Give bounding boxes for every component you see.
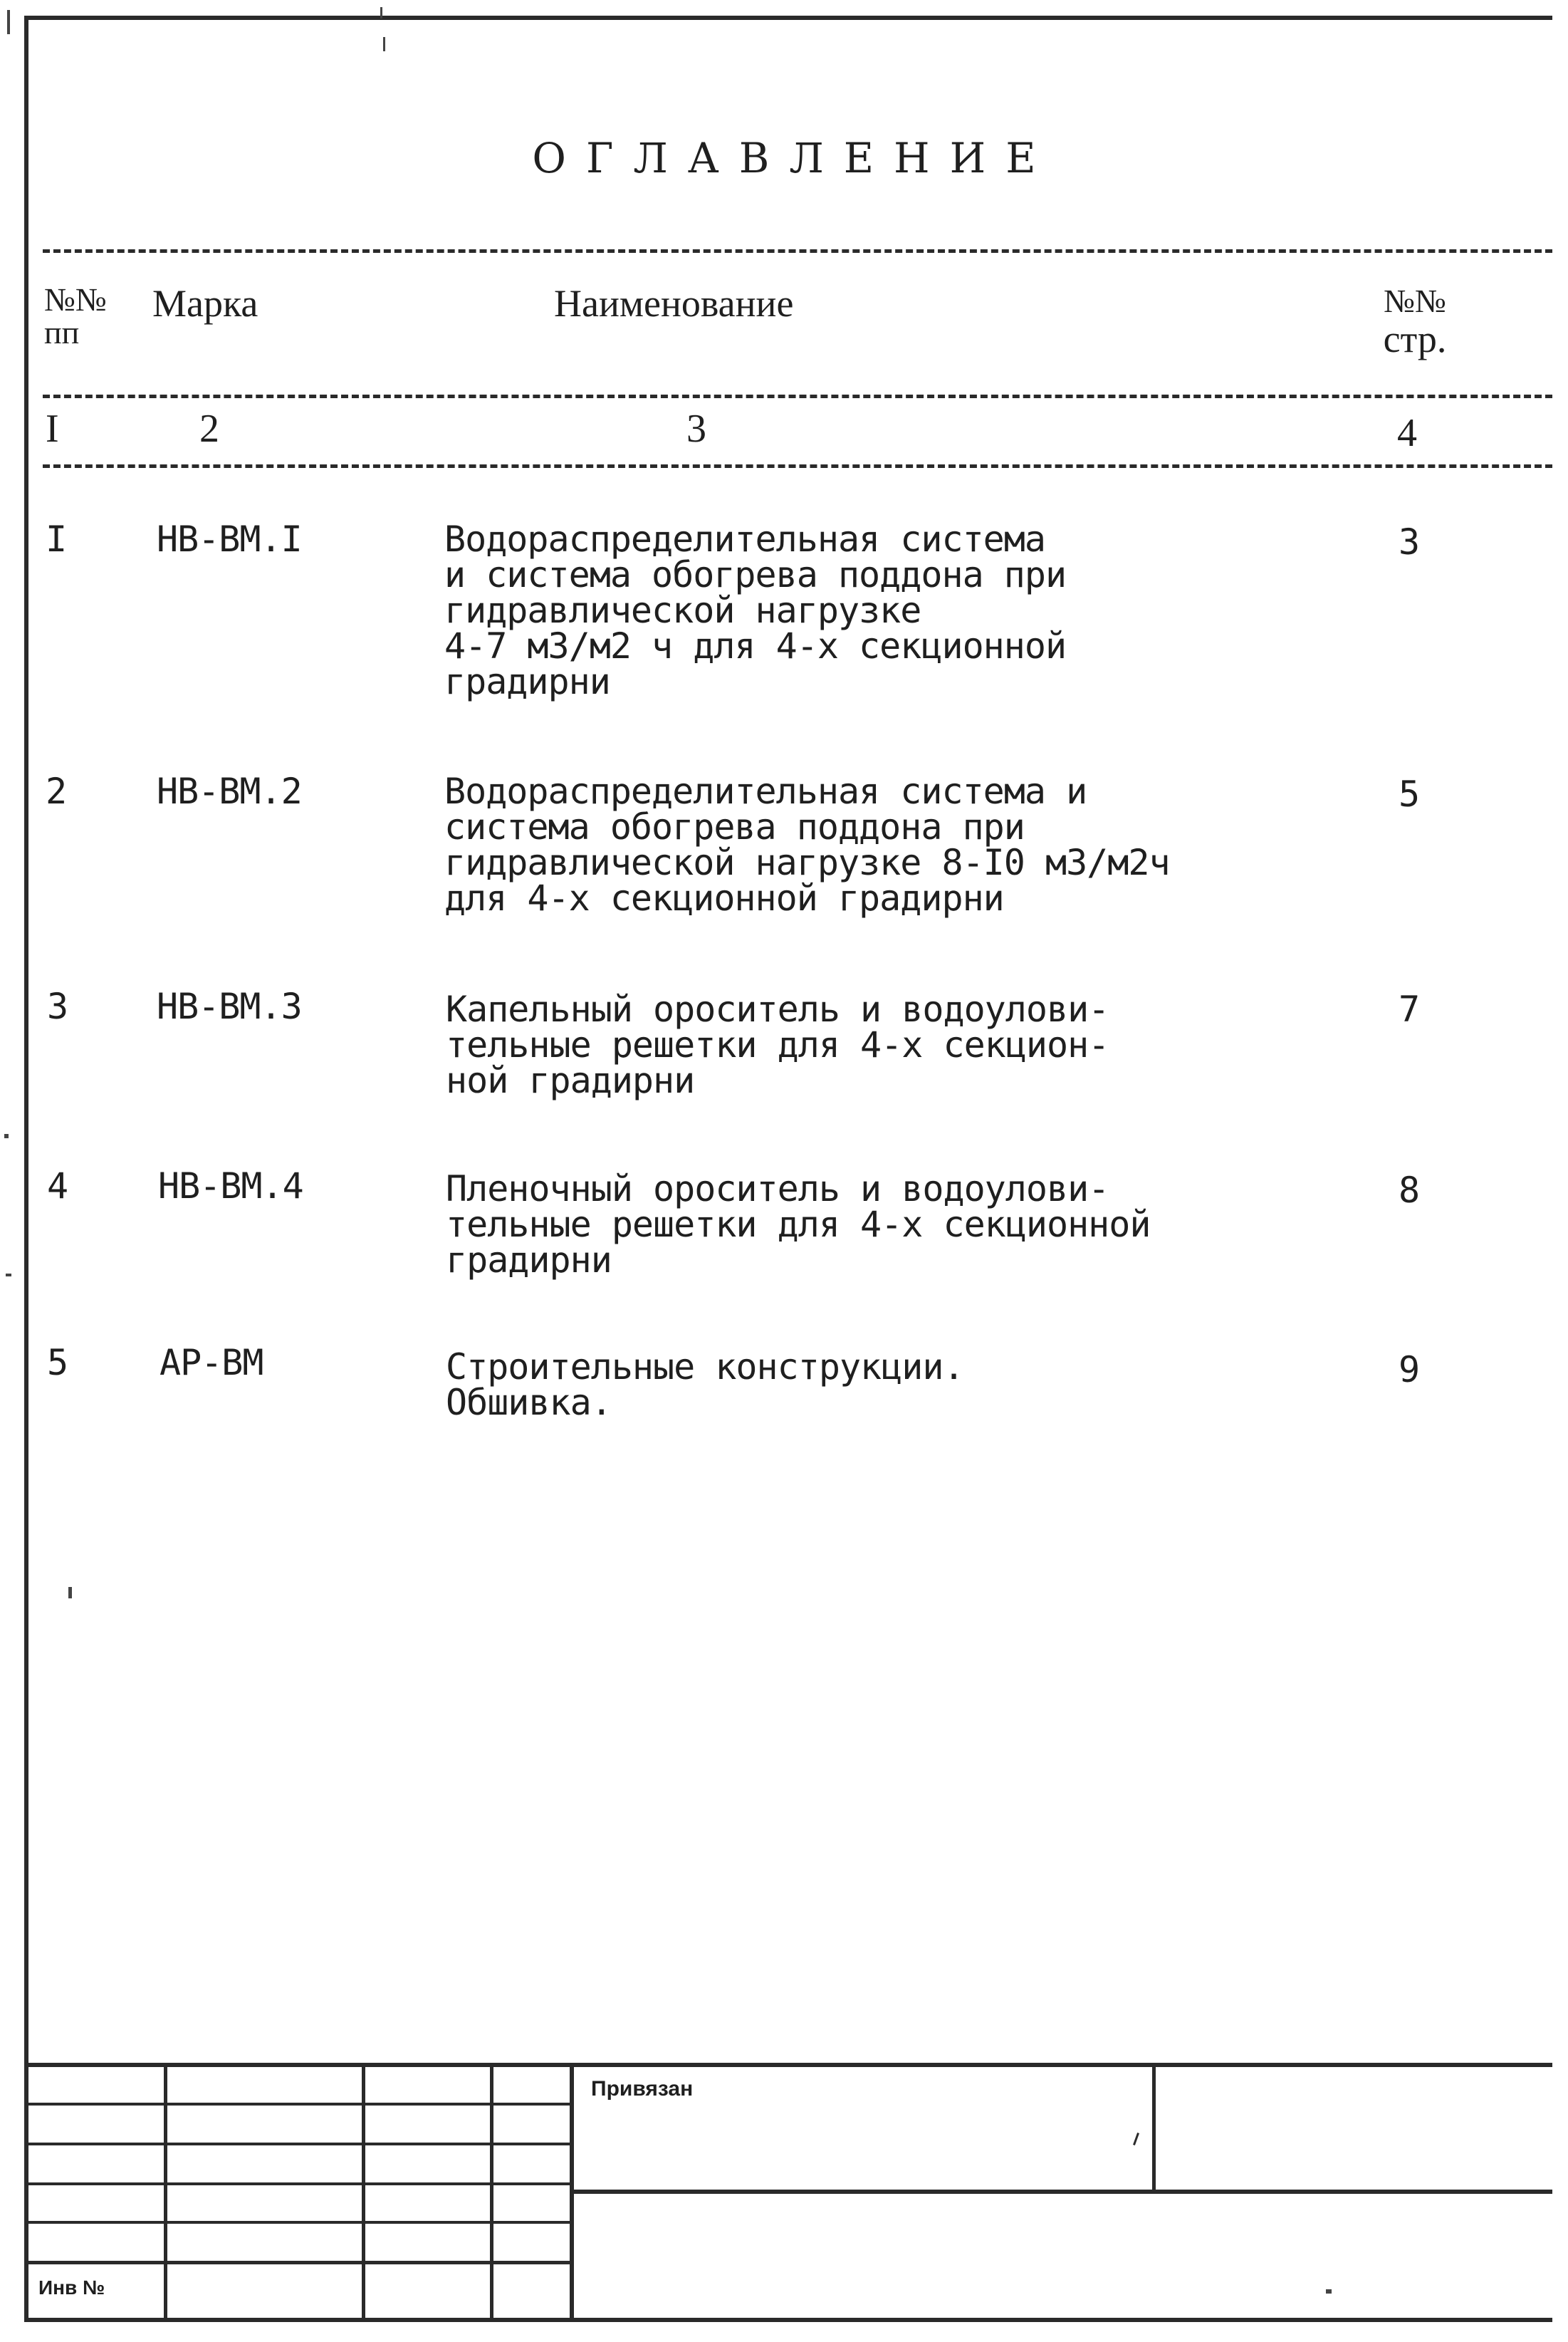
header-name: Наименование (554, 282, 794, 325)
column-number: 4 (1397, 411, 1417, 455)
row-page: 9 (1399, 1349, 1420, 1390)
row-num: 3 (47, 986, 68, 1027)
dashed-rule-bottom (43, 464, 1552, 468)
row-num: I (46, 519, 67, 560)
column-number: 3 (686, 407, 706, 451)
dashed-rule-top (43, 249, 1552, 253)
inv-number-label: Инв № (38, 2276, 105, 2299)
row-name: Капельный ороситель и водоулови- тельные решетки для 4-х секцион- ной градирни (446, 989, 1109, 1101)
scan-mark (7, 10, 10, 34)
row-num: 4 (47, 1165, 68, 1207)
privyazan-label: Привязан (591, 2077, 694, 2101)
row-page: 8 (1399, 1170, 1420, 1211)
row-page: 7 (1399, 989, 1420, 1030)
header-num: №№ пп (44, 281, 107, 350)
stamp-block (28, 2063, 1552, 2321)
row-marka: НВ-ВМ.3 (157, 986, 302, 1027)
row-name: Пленочный ороситель и водоулови- тельные решетки для 4-х секционной градирни (446, 1168, 1151, 1281)
scan-mark (4, 1134, 9, 1138)
scan-mark (68, 1587, 72, 1598)
row-marka: НВ-ВМ.4 (158, 1165, 303, 1207)
column-number: 2 (199, 407, 219, 451)
row-num: 5 (47, 1342, 68, 1383)
row-marka: АР-ВМ (160, 1342, 263, 1383)
scan-mark (6, 1274, 11, 1276)
column-number: I (46, 407, 59, 451)
header-page: №№ стр. (1383, 283, 1447, 360)
row-name: Водораспределительная система и система обогрева поддона при гидравлической нагрузке 8-I0 м3/м2ч для 4-х секционной градирни (444, 771, 1170, 919)
document-title: ОГЛАВЛЕНИЕ (532, 134, 1056, 182)
row-name: Водораспределительная система и система обогрева поддона при гидравлической нагрузке 4-7 м3/м2 ч для 4-х секционной градирни (444, 519, 1067, 702)
scan-mark (380, 7, 382, 19)
frame-left-border (24, 16, 28, 2321)
row-marka: НВ-ВМ.I (157, 519, 302, 560)
dashed-rule-mid (43, 395, 1552, 398)
row-name: Строительные конструкции. Обшивка. (446, 1346, 964, 1423)
row-page: 3 (1399, 521, 1420, 563)
header-marka: Марка (152, 282, 258, 325)
frame-top-border (24, 16, 1552, 20)
row-page: 5 (1399, 774, 1420, 815)
row-marka: НВ-ВМ.2 (157, 771, 302, 812)
scan-mark (383, 37, 385, 51)
row-num: 2 (46, 771, 67, 812)
